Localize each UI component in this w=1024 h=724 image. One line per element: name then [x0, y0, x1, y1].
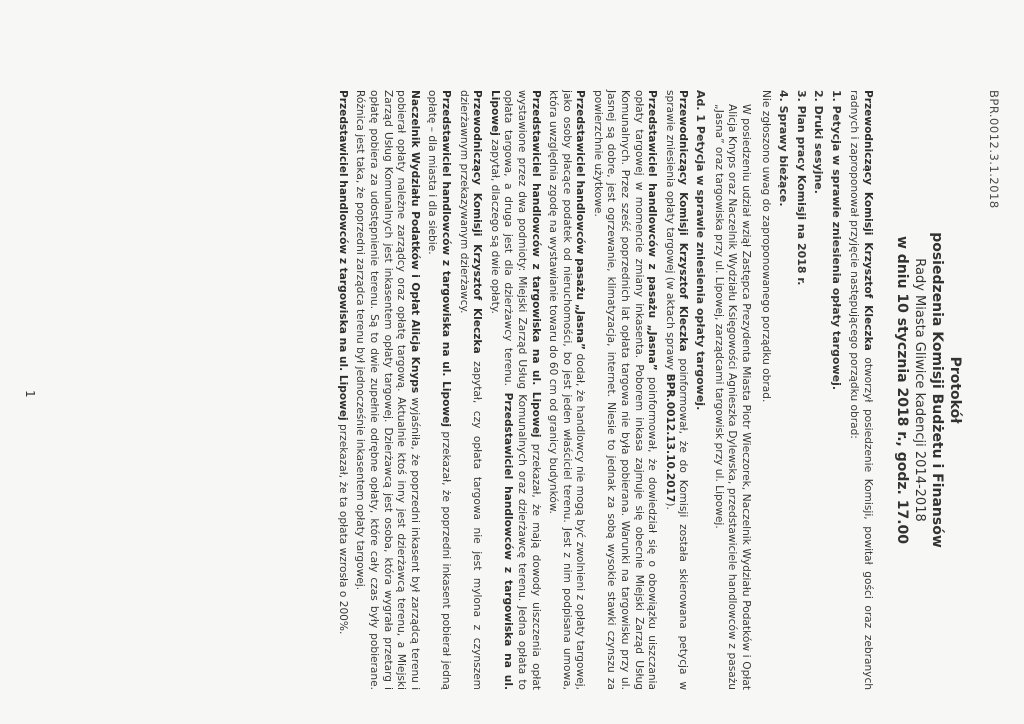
title-committee: posiedzenia Komisji Budżetu i Finansów [929, 232, 945, 548]
paragraph-text: poinformował, że dowiedział się o obowiązku uiszczania opłaty targowej w momencie zmiany inkasenta. Poborem inkasa zajmuje się obecnie Miejski Zarząd Usług Komunalnych. Przez sześć poprzednich lat opłata targowa nie była pobierana. Warunki na targowisku przy ul. Jasnej są dobre, jest ogrzewanie, klimatyzacja, internet. Niesie to jednak za sobą wysokie stawki czynszu za powierzchnie użytkowe. [591, 90, 659, 690]
document-reference-number: BPR.0012.3.1.2018 [987, 90, 1001, 209]
speaker-name: Przedstawiciel handlowców z pasażu „Jasna” [646, 90, 659, 371]
speaker-name: Przedstawiciel handlowców z targowiska na ul. Lipowej [439, 90, 452, 427]
agenda-item-1: 1. Petycja w sprawie zniesienia opłaty targowej. [829, 90, 843, 391]
paragraph-lipowa-trader [487, 90, 541, 690]
speaker-name: Przewodniczący Komisji Krzysztof Kleczka [471, 90, 484, 354]
agenda-item-3: 3. Plan pracy Komisji na 2018 r. [794, 90, 808, 286]
paragraph-chairman-question [456, 90, 483, 690]
document-title-block [893, 90, 964, 690]
agenda-point-1-heading: Ad. 1 Petycja w sprawie zniesienia opłaty targowej. [694, 90, 708, 411]
paragraph-text: wyjaśniła, że poprzedni inkasent był zarządcą terenu i pobierał opłaty należne zarządcy oraz opłatę targową. Aktualnie ktoś inny jest dzierżawcą terenu, a Miejski Zarząd Usług Komunalnych jest inkasentem opłaty targowej. Dzierżawcą jest osoba, która wygrała przetarg i opłatę pobiera za udostępnienie terenu. Są to dwie zupełnie odrębne opłaty, które cały czas były pobierane. Różnica jest taka, że poprzedni zarządca terenu był jednocześnie inkasentem opłaty targowej. [354, 90, 421, 691]
paragraph-text: ). [663, 502, 676, 510]
paragraph-text: przekazał, że poprzedni inkasent pobierał jedną opłatę – dla miasta i dla siebie. [426, 90, 452, 691]
paragraph-text: zapytał, czy opłata targowa nie jest mylona z czynszem dzierżawnym przekazywanym dzierżawcy. [457, 90, 484, 691]
paragraph-jasna-trader [590, 90, 658, 690]
opening-paragraph [847, 90, 874, 690]
paragraph-text: poinformował, że do Komisji została skierowana petycja w sprawie zniesienia opłaty targowej (w aktach sprawy [663, 90, 690, 690]
speaker-name: Przedstawiciel handlowców z targowiska na ul. Lipowej [488, 90, 515, 691]
paragraph-jasna-trader-2 [546, 90, 587, 690]
speaker-name: Przewodniczący Komisji Krzysztof Kleczka [677, 90, 690, 352]
paragraph-text: otworzył posiedzenie Komisji, powitał gości oraz zebranych radnych i zaproponował przyjęcie następującego porządku obrad: [848, 90, 874, 690]
paragraph-lipowa-trader-3 [335, 90, 349, 690]
speaker-name: Przedstawiciel handlowców pasażu „Jasna” [574, 90, 587, 350]
agenda-item-4: 4. Sprawy bieżące. [777, 90, 791, 207]
page-number: 1 [23, 390, 37, 398]
speaker-name: Przewodniczący Komisji Krzysztof Kleczka [862, 90, 874, 351]
paragraph-text: przekazał, że mają dowody uiszczenia opłat wystawione przez dwa podmioty: Miejski Zarząd Usług Komunalnych oraz dzierżawcę terenu. Jedna opłata to opłata targowa, a druga jest dla dzierżawcy terenu. [502, 90, 542, 690]
speaker-name: Naczelnik Wydziału Podatków i Opłat Alicja Knyps [408, 90, 421, 394]
document-page [0, 90, 1024, 690]
title-protokol: Protokół [947, 356, 963, 424]
paragraph-tax-department [353, 90, 421, 690]
paragraph-lipowa-trader-2 [425, 90, 452, 690]
paragraph-text: przekazał, że ta opłata wzrosła o 200%. [336, 420, 349, 635]
paragraph-text: zapytał, dlaczego są dwie opłaty. [488, 135, 501, 314]
attendance-paragraph: W posiedzeniu udział wziął Zastępca Prezydenta Miasta Piotr Wieczorek, Naczelnik Wydziału Podatków i Opłat Alicja Knyps oraz Naczelnik Wydziału Księgowości Agnieszka Dylewska, przedstawiciele handlowców z pasażu „Jasna” oraz targowiska przy ul. Lipowej, zarządcami targowisk przy ul. Lipowej. [712, 104, 752, 690]
paragraph-petition-info [662, 90, 689, 690]
title-council: Rady Miasta Gliwice kadencji 2014-2018 [912, 258, 927, 522]
no-remarks-note: Nie zgłoszono uwag do zaproponowanego porządku obrad. [760, 90, 773, 403]
speaker-name: Przedstawiciel handlowców z targowiska na ul. Lipowej [529, 90, 542, 438]
speaker-name: Przedstawiciel handlowców z targowiska na ul. Lipowej [336, 90, 349, 421]
case-reference: BPR.0012.13.10.2017 [663, 373, 676, 503]
paragraph-text: dodał, że handlowcy nie mogą być zwolnieni z opłaty targowej, jako osoby płacące podatek od nieruchomości, bo jest jeden właściciel terenu. Jest z nim podpisana umowa, która uwzględnia zgodę na wystawianie towaru do 60 cm od granicy budynków. [547, 90, 587, 690]
title-date: w dniu 10 stycznia 2018 r., godz. 17.00 [894, 235, 910, 545]
agenda-item-2: 2. Druki sesyjne. [812, 90, 826, 194]
document-body [335, 90, 874, 690]
